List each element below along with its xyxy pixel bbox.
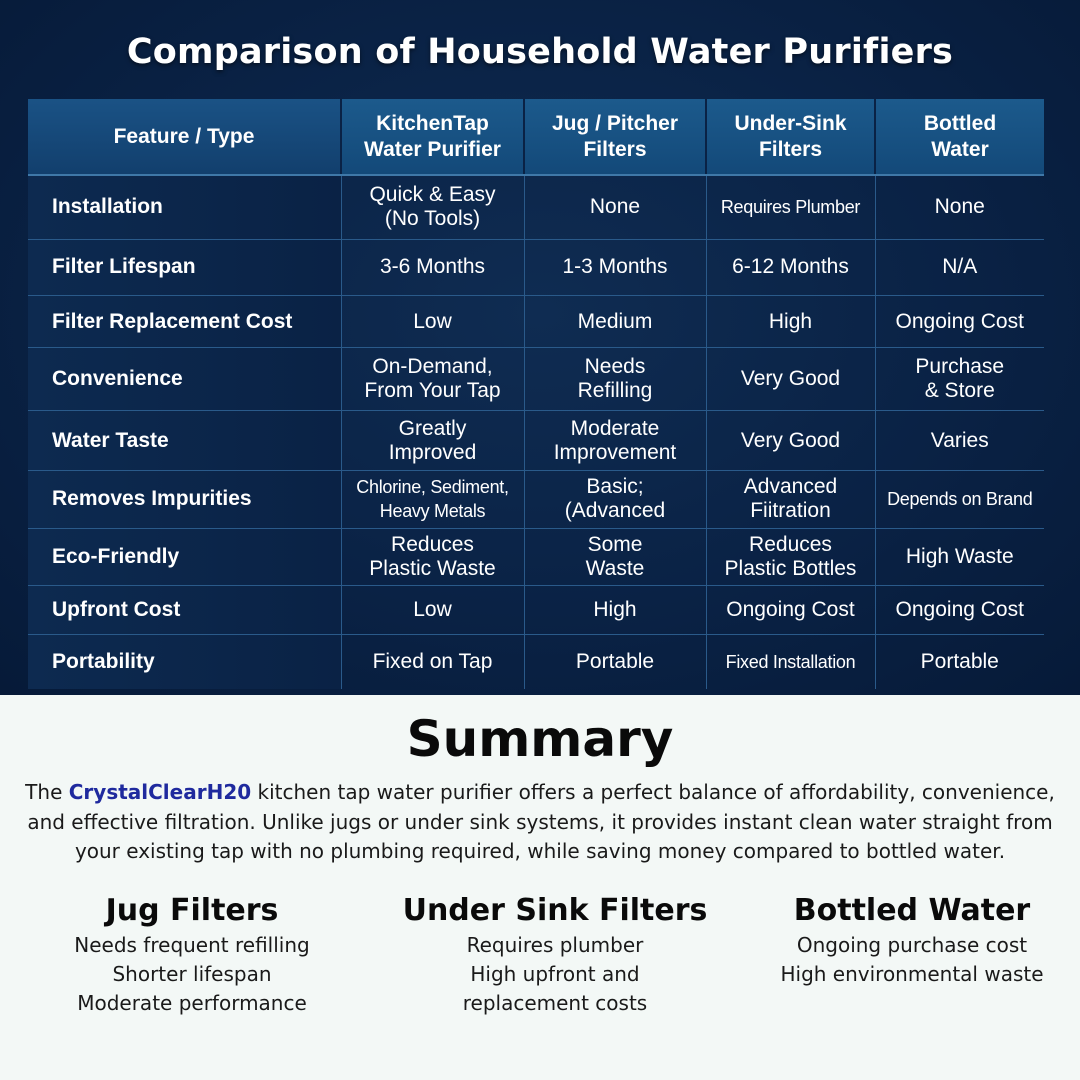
column-item: Shorter lifespan <box>112 962 272 986</box>
column-item: High upfront and <box>470 962 640 986</box>
cell-text: Basic; <box>586 475 644 499</box>
cell-text: Advanced <box>743 475 838 499</box>
column-item: Requires plumber <box>466 933 644 957</box>
cell-text: Depends on Brand <box>887 489 1033 510</box>
header-text: Filters <box>758 137 823 161</box>
table-cell <box>524 239 706 295</box>
summary-title: Summary <box>406 710 674 768</box>
cell-text: N/A <box>942 255 978 279</box>
table-row <box>28 528 1044 585</box>
table-cell <box>706 586 875 635</box>
header-text: Filters <box>583 137 647 161</box>
table-cell <box>875 470 1044 528</box>
header-kitchentap <box>341 99 524 175</box>
cell-text: Greatly <box>398 416 467 440</box>
table-cell <box>341 295 524 347</box>
cell-text: High Waste <box>905 544 1014 568</box>
cell-text: Medium <box>577 309 653 333</box>
table-cell <box>341 470 524 528</box>
cell-text: Low <box>413 309 452 333</box>
cell-text: Heavy Metals <box>379 501 486 522</box>
cell-text: Requires Plumber <box>720 197 861 218</box>
table-cell <box>706 528 875 585</box>
header-feature <box>28 99 341 175</box>
table-cell <box>875 295 1044 347</box>
cell-text: Low <box>413 598 452 622</box>
row-label: Eco-Friendly <box>28 528 341 585</box>
table-cell <box>875 586 1044 635</box>
column-item: Moderate performance <box>77 991 307 1015</box>
comparison-table <box>28 99 1044 689</box>
cell-text: Very Good <box>740 367 841 391</box>
table-cell <box>524 411 706 470</box>
table-row <box>28 175 1044 239</box>
cell-text: Ongoing Cost <box>895 598 1024 622</box>
cell-text: Fixed on Tap <box>372 650 493 674</box>
cell-text: Portable <box>575 650 655 674</box>
table-cell <box>524 470 706 528</box>
cell-text: Ongoing Cost <box>895 309 1024 333</box>
table-cell <box>341 411 524 470</box>
summary-column-jug <box>42 893 342 1018</box>
table-cell <box>875 528 1044 585</box>
row-label: Water Taste <box>28 411 341 470</box>
column-title: Under Sink Filters <box>402 893 708 928</box>
table-cell <box>524 295 706 347</box>
row-label: Filter Lifespan <box>28 239 341 295</box>
table-cell <box>341 348 524 411</box>
header-text: Jug / Pitcher <box>551 111 679 135</box>
header-text: Under-Sink <box>734 111 847 135</box>
summary-text <box>14 778 1066 867</box>
cell-text: Reduces <box>749 532 832 556</box>
cell-text: Improved <box>388 440 477 464</box>
table-row <box>28 635 1044 689</box>
table-cell <box>341 586 524 635</box>
table-cell <box>706 348 875 411</box>
table-row <box>28 586 1044 635</box>
table-cell <box>341 239 524 295</box>
column-title: Jug Filters <box>105 893 279 928</box>
table-cell <box>706 239 875 295</box>
table-cell <box>524 175 706 239</box>
table-row <box>28 239 1044 295</box>
cell-text: 6-12 Months <box>732 255 849 279</box>
table-cell <box>875 239 1044 295</box>
cell-text: Very Good <box>740 428 841 452</box>
cell-text: (No Tools) <box>384 207 481 231</box>
cell-text: On-Demand, <box>372 355 493 379</box>
cell-text: Portable <box>920 650 999 674</box>
table-cell <box>524 348 706 411</box>
table-cell <box>341 635 524 689</box>
cell-text: 1-3 Months <box>562 255 668 279</box>
table-row <box>28 470 1044 528</box>
cell-text: & Store <box>924 379 995 403</box>
cell-text: Fixed Installation <box>725 652 856 673</box>
cell-text: Chlorine, Sediment, <box>356 477 509 498</box>
header-text: Bottled <box>923 111 997 135</box>
brand-name: CrystalClearH20 <box>68 780 252 804</box>
header-jug <box>524 99 706 175</box>
header-text: Water Purifier <box>364 137 501 161</box>
cell-text: Improvement <box>553 440 677 464</box>
cell-text: Fiitration <box>750 499 831 523</box>
table-cell <box>341 528 524 585</box>
header-text: Feature / Type <box>113 124 255 148</box>
column-item: Ongoing purchase cost <box>796 933 1028 957</box>
cell-text: Quick & Easy <box>369 183 496 207</box>
cell-text: High <box>768 309 813 333</box>
cell-text: Reduces <box>391 532 474 556</box>
cell-text: Plastic Waste <box>369 556 496 580</box>
row-label: Removes Impurities <box>28 470 341 528</box>
table-cell <box>875 175 1044 239</box>
header-text: Water <box>931 137 989 161</box>
cell-text: None <box>589 195 641 219</box>
cell-text: Needs <box>584 355 646 379</box>
row-label: Upfront Cost <box>28 586 341 635</box>
header-text: KitchenTap <box>376 111 489 135</box>
header-under-sink <box>706 99 875 175</box>
cell-text: Moderate <box>570 416 660 440</box>
column-item: High environmental waste <box>780 962 1044 986</box>
row-label: Convenience <box>28 348 341 411</box>
table-cell <box>524 635 706 689</box>
table-cell <box>875 348 1044 411</box>
cell-text: Plastic Bottles <box>724 556 857 580</box>
row-label: Filter Replacement Cost <box>28 295 341 347</box>
table-cell <box>706 295 875 347</box>
summary-column-under-sink <box>395 893 715 1018</box>
header-bottled <box>875 99 1044 175</box>
summary-text-after: kitchen tap water purifier offers a perfect balance of affordability, convenience, and effective filtration. Unlike jugs or under sink systems, it provides instant clean water straight from your existing tap with no plumbing required, while saving money compared to bottled water. <box>27 780 1055 863</box>
table-cell <box>706 635 875 689</box>
summary-text-before: The <box>25 780 69 804</box>
column-item: Needs frequent refilling <box>74 933 310 957</box>
row-label: Installation <box>28 175 341 239</box>
table-header-row <box>28 99 1044 175</box>
page-title: Comparison of Household Water Purifiers <box>126 32 954 72</box>
summary-column-bottled <box>762 893 1062 989</box>
table-cell <box>524 528 706 585</box>
table-row <box>28 295 1044 347</box>
cell-text: Waste <box>585 556 645 580</box>
table-cell <box>341 175 524 239</box>
cell-text: From Your Tap <box>364 379 501 403</box>
table-cell <box>875 635 1044 689</box>
table-cell <box>875 411 1044 470</box>
table-cell <box>706 411 875 470</box>
column-title: Bottled Water <box>793 893 1031 928</box>
cell-text: 3-6 Months <box>379 255 486 279</box>
table-cell <box>524 586 706 635</box>
table-row <box>28 348 1044 411</box>
table-row <box>28 411 1044 470</box>
cell-text: Some <box>587 532 643 556</box>
cell-text: Refilling <box>577 379 653 403</box>
cell-text: Ongoing Cost <box>726 598 855 622</box>
cell-text: Purchase <box>915 355 1005 379</box>
cell-text: High <box>593 598 637 622</box>
cell-text: Varies <box>930 428 989 452</box>
cell-text: (Advanced <box>564 499 666 523</box>
table-cell <box>706 175 875 239</box>
table-cell <box>706 470 875 528</box>
row-label: Portability <box>28 635 341 689</box>
column-item: replacement costs <box>462 991 648 1015</box>
cell-text: None <box>934 195 985 219</box>
